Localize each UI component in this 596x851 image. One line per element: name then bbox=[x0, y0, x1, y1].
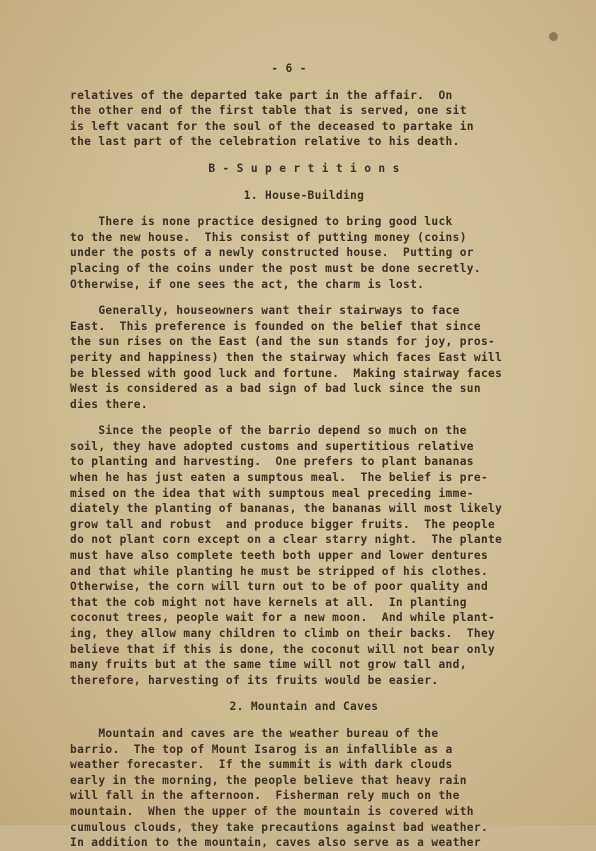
text-line: is left vacant for the soul of the deceased to partake in bbox=[70, 119, 474, 133]
text-line: placing of the coins under the post must be done secretly. bbox=[70, 261, 481, 275]
text-line: In addition to the mountain, caves also serve as a weather bbox=[70, 836, 481, 850]
paragraph-mountain-caves bbox=[70, 726, 538, 851]
text-line: Otherwise, if one sees the act, the charm is lost. bbox=[70, 277, 425, 291]
text-line: East. This preference is founded on the belief that since bbox=[70, 319, 481, 333]
text-line: the other end of the first table that is served, one sit bbox=[70, 104, 467, 118]
text-line: that the cob might not have kernels at all. In planting bbox=[70, 595, 467, 609]
text-line: believe that if this is done, the coconut will not bear only bbox=[70, 642, 496, 656]
subsection-heading-mountain-caves: 2. Mountain and Caves bbox=[229, 700, 379, 714]
subsection-heading-house-building: 1. House-Building bbox=[243, 188, 365, 202]
text-line: Otherwise, the corn will turn out to be of poor quality and bbox=[70, 580, 489, 594]
text-line: diately the planting of bananas, the bananas will most likely bbox=[70, 502, 503, 516]
text-line: do not plant corn except on a clear starry night. The plante bbox=[70, 533, 503, 547]
text-line: relatives of the departed take part in the affair. On bbox=[70, 88, 453, 102]
text-line: the last part of the celebration relative to his death. bbox=[70, 135, 460, 149]
paragraph-stairways bbox=[70, 303, 538, 412]
text-line: be blessed with good luck and fortune. Making stairway faces bbox=[70, 366, 503, 380]
text-line: There is none practice designed to bring good luck bbox=[70, 215, 453, 229]
text-line: West is considered as a bad sign of bad luck since the sun bbox=[70, 382, 481, 396]
text-line: weather forecaster. If the summit is with dark clouds bbox=[70, 758, 453, 772]
text-line: therefore, harvesting of its fruits would be easier. bbox=[70, 673, 439, 687]
text-line: early in the morning, the people believe that heavy rain bbox=[70, 773, 467, 787]
text-line: to planting and harvesting. One prefers to plant bananas bbox=[70, 455, 474, 469]
text-line: soil, they have adopted customs and supertitious relative bbox=[70, 439, 474, 453]
punch-hole bbox=[549, 32, 558, 41]
intro-paragraph bbox=[70, 88, 538, 150]
paragraph-house-coins bbox=[70, 214, 538, 292]
text-line: Since the people of the barrio depend so much on the bbox=[70, 424, 467, 438]
text-line: the sun rises on the East (and the sun stands for joy, pros- bbox=[70, 335, 496, 349]
paragraph-planting bbox=[70, 423, 538, 688]
text-line: when he has just eaten a sumptous meal. The belief is pre- bbox=[70, 471, 489, 485]
section-title: B - S u p e r t i t i o n s bbox=[208, 161, 400, 175]
text-line: Generally, houseowners want their stairways to face bbox=[70, 304, 460, 318]
text-line: coconut trees, people wait for a new moon. And while plant- bbox=[70, 611, 496, 625]
text-line: cumulous clouds, they take precautions against bad weather. bbox=[70, 820, 489, 834]
text-line: perity and happiness) then the stairway which faces East will bbox=[70, 350, 503, 364]
text-line: to the new house. This consist of putting money (coins) bbox=[70, 230, 467, 244]
text-line: ing, they allow many children to climb on their backs. They bbox=[70, 627, 496, 640]
text-line: must have also complete teeth both upper and lower dentures bbox=[70, 549, 489, 563]
text-line: and that while planting he must be stripped of his clothes. bbox=[70, 564, 489, 578]
text-line: will fall in the afternoon. Fisherman rely much on the bbox=[70, 789, 460, 803]
text-line: barrio. The top of Mount Isarog is an infallible as a bbox=[70, 742, 453, 756]
text-line: under the posts of a newly constructed house. Putting or bbox=[70, 246, 474, 260]
text-line: grow tall and robust and produce bigger fruits. The people bbox=[70, 517, 496, 531]
text-line: Mountain and caves are the weather bureau of the bbox=[70, 726, 439, 740]
text-line: mised on the idea that with sumptous meal preceding imme- bbox=[70, 486, 474, 500]
text-line: dies there. bbox=[70, 397, 148, 411]
text-line: many fruits but at the same time will not grow tall and, bbox=[70, 658, 467, 672]
text-line: mountain. When the upper of the mountain is covered with bbox=[70, 804, 474, 818]
page-number: - 6 - bbox=[271, 62, 307, 75]
page-text bbox=[70, 61, 538, 851]
